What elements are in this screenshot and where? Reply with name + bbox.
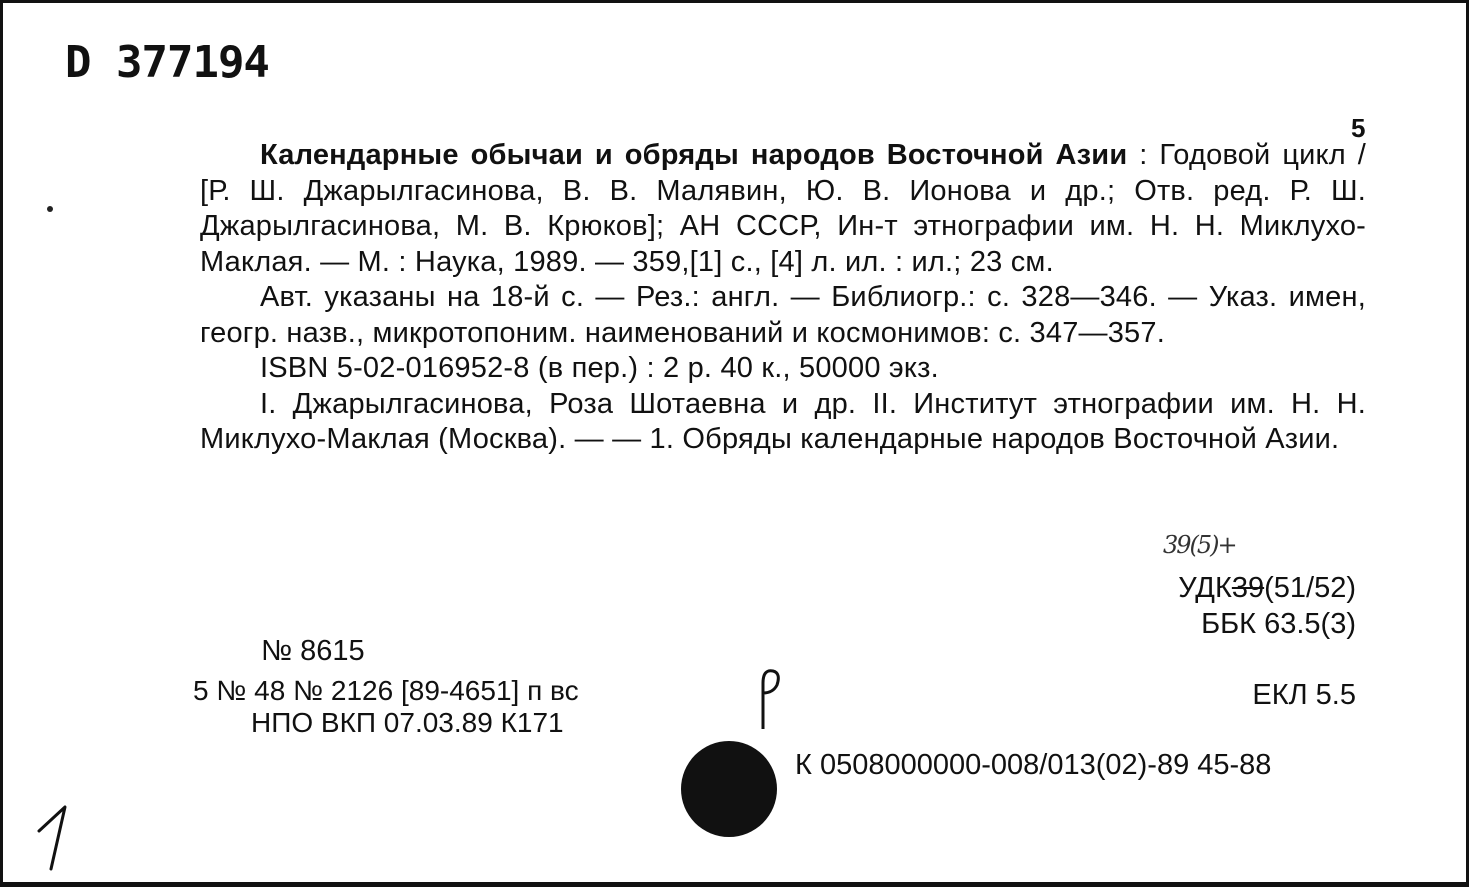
- print-info-line-2: НПО ВКП 07.03.89 К171: [251, 707, 564, 738]
- k-code: К 0508000000-008/013(02)-89 45-88: [795, 749, 1272, 781]
- bbk-code: ББК 63.5(3): [1201, 608, 1356, 640]
- stray-dot: [47, 206, 53, 212]
- call-number: D 377194: [65, 37, 269, 88]
- description-rest: : Годовой цикл / [Р. Ш. Джарылгасинова, В. В. Малявин, Ю. В. Ионова и др.; Отв. ред. Р. Ш. Джарылгасинова, М. В. Крюков]; АН СССР, Ин-т этнографии им. Н. Н. Миклухо-Маклая. — М. : Наука, 1989. — 359,[1] с., [4] л. ил. : ил.; 23 см.: [200, 139, 1366, 278]
- handwritten-udc-note: 39(5)+: [1163, 531, 1236, 559]
- tracings: I. Джарылгасинова, Роза Шотаевна и др. II. Институт этнографии им. Н. Н. Миклухо-Маклая (Москва). — — 1. Обряды календарные народов Восточной Азии.: [200, 387, 1366, 455]
- isbn-line: ISBN 5-02-016952-8 (в пер.) : 2 р. 40 к., 50000 экз.: [260, 352, 939, 384]
- print-info-line-1: 5 № 48 № 2126 [89-4651] п вс: [193, 675, 579, 706]
- handwritten-one-mark: [33, 803, 83, 873]
- bibliographic-description: [200, 138, 1366, 280]
- handwritten-p-mark: [741, 663, 791, 733]
- udc-suffix: (51/52): [1264, 572, 1356, 604]
- notes: Авт. указаны на 18-й с. — Рез.: англ. — Библиогр.: с. 328—346. — Указ. имен, геогр. назв., микротопоним. наименований и космонимов: с. 347—357.: [200, 281, 1366, 349]
- udc-code: [1178, 571, 1356, 606]
- card-number: № 8615: [261, 635, 365, 667]
- card-body: [200, 138, 1366, 458]
- ekl-code: ЕКЛ 5.5: [1252, 679, 1356, 711]
- book-title: Календарные обычаи и обряды народов Восточной Азии: [260, 139, 1128, 171]
- udc-prefix: УДК: [1178, 572, 1232, 604]
- punch-hole: [681, 741, 777, 837]
- page-number: 5: [1351, 113, 1366, 143]
- udc-struck: 39: [1231, 572, 1265, 604]
